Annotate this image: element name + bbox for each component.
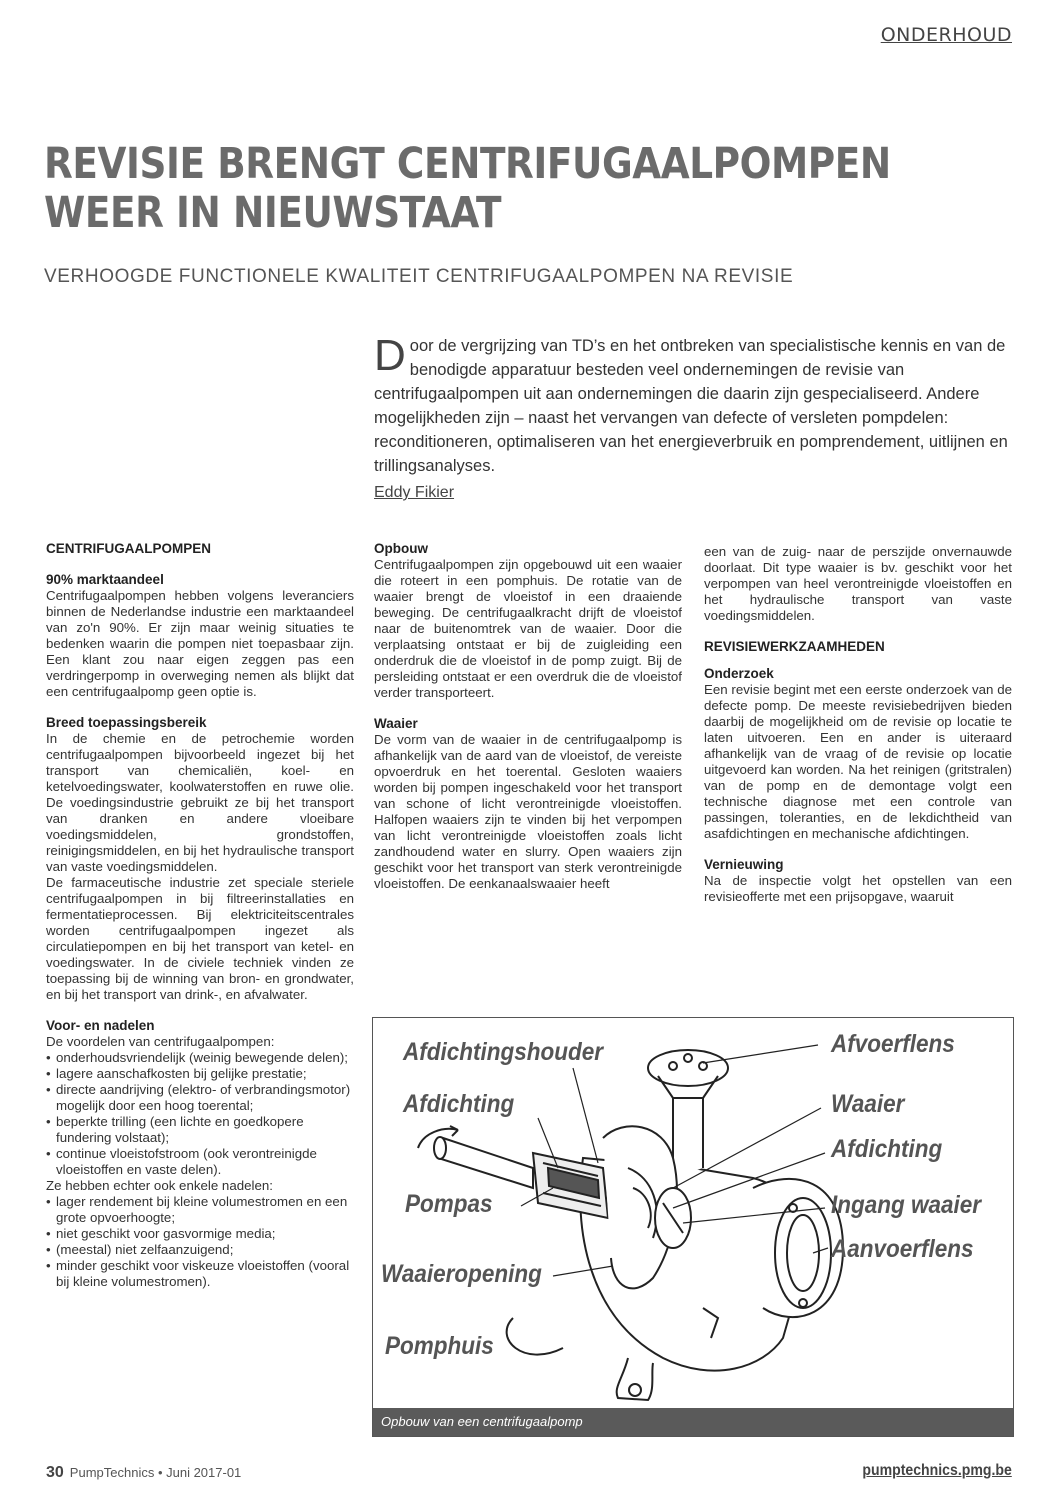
list-nadelen [46,1194,354,1290]
list-item: • minder geschikt voor viskeuze vloeistoffen (vooral bij kleine volumestromen). [46,1258,354,1290]
section-heading-centrifugaalpompen: CENTRIFUGAALPOMPEN [46,541,211,556]
list-item: • onderhoudsvriendelijk (weinig bewegende delen); [46,1050,354,1066]
paragraph-waaier-continued: een van de zuig- naar de perszijde onvernauwde doorlaat. Dit type waaier is bv. geschikt voor het verpompen van heel verontreinigde vloeistoffen en het hydraulische transport van vaste voedingsmiddelen. [704,544,1012,623]
subheading-toepassingsbereik: Breed toepassingsbereik [46,715,207,730]
list-item: • lager rendement bij kleine volumestromen en een grote opvoerhoogte; [46,1194,354,1226]
label-afdichtingshouder: Afdichtingshouder [403,1038,603,1066]
list-item: • continue vloeistofstroom (ook verontreinigde vloeistoffen en vaste delen). [46,1146,354,1178]
subheading-onderzoek: Onderzoek [704,666,774,681]
label-waaieropening: Waaieropening [381,1260,542,1288]
drop-cap: D [374,331,406,380]
lead-text: oor de vergrijzing van TD’s en het ontbreken van specialistische kennis en van de benodigde apparatuur besteden veel ondernemingen de revisie van centrifugaalpompen uit aan ondernemingen die daarin zijn gespecialiseerd. Andere mogelijkheden zijn – naast het vervangen van defecte of versleten pompdelen: reconditioneren, optimaliseren van het energieverbruik en pomprendement, uitlijnen en trillingsanalyses. [374,337,1008,475]
publication-info: PumpTechnics • Juni 2017-01 [69,1465,242,1480]
subheading-opbouw: Opbouw [374,541,428,556]
paragraph-vernieuwing: Na de inspectie volgt het opstellen van een revisieofferte met een prijsopgave, waaruit [704,873,1012,904]
figure-caption: Opbouw van een centrifugaalpomp [373,1408,1013,1436]
paragraph-nadelen-intro: Ze hebben echter ook enkele nadelen: [46,1178,273,1193]
list-item: • niet geschikt voor gasvormige media; [46,1226,354,1242]
label-aanvoerflens: Aanvoerflens [831,1235,974,1263]
author-link[interactable]: Eddy Fikier [374,484,455,501]
column-2 [374,540,682,892]
subheading-marktaandeel: 90% marktaandeel [46,572,164,587]
list-item: • beperkte trilling (een lichte en goedkopere fundering volstaat); [46,1114,354,1146]
page-number: 30 [46,1464,64,1481]
column-1 [46,540,354,1290]
pump-diagram-figure [372,1017,1014,1437]
section-heading-revisiewerkzaamheden: REVISIEWERKZAAMHEDEN [704,639,885,654]
headline [44,140,897,238]
paragraph-toepassingsbereik-2: De farmaceutische industrie zet speciale steriele centrifugaalpompen in bij filtreerinstallaties en fermentatieprocessen. Bij elektriciteitscentrales worden centrifugaalpompen ingezet als circulatiepompen en bij het transport van ketel- en voedingswater. In de civiele techniek vinden ze toepassing bij de winning van bron- en grondwater, en bij het transport van drink-, en afvalwater. [46,875,354,1002]
subtitle: VERHOOGDE FUNCTIONELE KWALITEIT CENTRIFUGAALPOMPEN NA REVISIE [44,266,794,287]
list-item: • (meestal) niet zelfaanzuigend; [46,1242,354,1258]
label-afvoerflens: Afvoerflens [831,1030,955,1058]
list-item: • directe aandrijving (elektro- of verbrandingsmotor) mogelijk door een hoog toerental; [46,1082,354,1114]
paragraph-voordelen-intro: De voordelen van centrifugaalpompen: [46,1034,275,1049]
list-voordelen [46,1050,354,1178]
label-pomphuis: Pomphuis [385,1332,494,1360]
footer-left [46,1464,241,1482]
label-waaier: Waaier [831,1090,905,1118]
subheading-waaier: Waaier [374,716,418,731]
paragraph-toepassingsbereik-1: In de chemie en de petrochemie worden centrifugaalpompen bijvoorbeeld ingezet bij het transport van chemicaliën, koel- en ketelvoedingswater, koolwaterstoffen en ruwe olie. De voedingsindustrie gebruikt ze bij het transport van dranken en andere vloeibare voedingsmiddelen, grondstoffen, reinigingsmiddelen, en bij het hydraulische transport van vaste voedingsmiddelen. [46,731,354,874]
label-afdichting-right: Afdichting [831,1135,943,1163]
paragraph-opbouw: Centrifugaalpompen zijn opgebouwd uit een waaier die roteert in een pomphuis. De rotatie van de waaier brengt de vloeistof in een draaiende beweging. De centrifugaalkracht drijft de vloeistof naar de buitenomtrek van de waaier. Door die verplaatsing ontstaat er bij de zuigleiding een onderdruk die de vloeistof in de pomp zuigt. Bij de persleiding ontstaat er een overdruk die de vloeistof verder transporteert. [374,557,682,700]
column-3 [704,544,1012,905]
label-pompas: Pompas [405,1190,493,1218]
list-item: • lagere aanschafkosten bij gelijke prestatie; [46,1066,354,1082]
label-ingang-waaier: Ingang waaier [831,1191,982,1219]
website-link[interactable]: pumptechnics.pmg.be [862,1462,1012,1479]
section-tag[interactable]: ONDERHOUD [880,24,1012,46]
subheading-voor-nadelen: Voor- en nadelen [46,1018,155,1033]
subheading-vernieuwing: Vernieuwing [704,857,784,872]
headline-line-2: WEER IN NIEUWSTAAT [44,188,502,238]
headline-line-1: REVISIE BRENGT CENTRIFUGAALPOMPEN [44,139,891,189]
paragraph-onderzoek: Een revisie begint met een eerste onderzoek van de defecte pomp. De meeste revisiebedrijven bieden daarbij de mogelijkheid om de revisie op locatie te laten uitvoeren. Een en ander is uiteraard afhankelijk van de vraag of de revisie op locatie uitgevoerd kan worden. Na het reinigen (gritstralen) van de pomp en de demontage volgt een technische diagnose met een controle van passingen, toleranties, en de lekdichtheid van asafdichtingen en mechanische afdichtingen. [704,682,1012,841]
lead-paragraph [374,331,1014,478]
paragraph-marktaandeel: Centrifugaalpompen hebben volgens leveranciers binnen de Nederlandse industrie een marktaandeel van zo'n 90%. Er zijn maar weinig situaties te bedenken waarin die pompen niet toepasbaar zijn. Een klant zou naar eigen zeggen pas een verdringerpomp in overweging nemen als blijkt dat een centrifugaalpomp geen optie is. [46,588,354,699]
paragraph-waaier: De vorm van de waaier in de centrifugaalpomp is afhankelijk van de aard van de vloeistof, de vereiste opvoerdruk en het toerental. Gesloten waaiers worden bij pompen ingeschakeld voor het transport van schone of licht verontreinigde vloeistoffen. Halfopen waaiers zijn te vinden bij het verpompen van licht verontreinigde vloeistoffen zoals licht zandhoudend water en slurry. Open waaiers zijn geschikt voor het transport van sterk verontreinigde vloeistoffen. De eenkanaalswaaier heeft [374,732,682,891]
label-afdichting-left: Afdichting [403,1090,515,1118]
